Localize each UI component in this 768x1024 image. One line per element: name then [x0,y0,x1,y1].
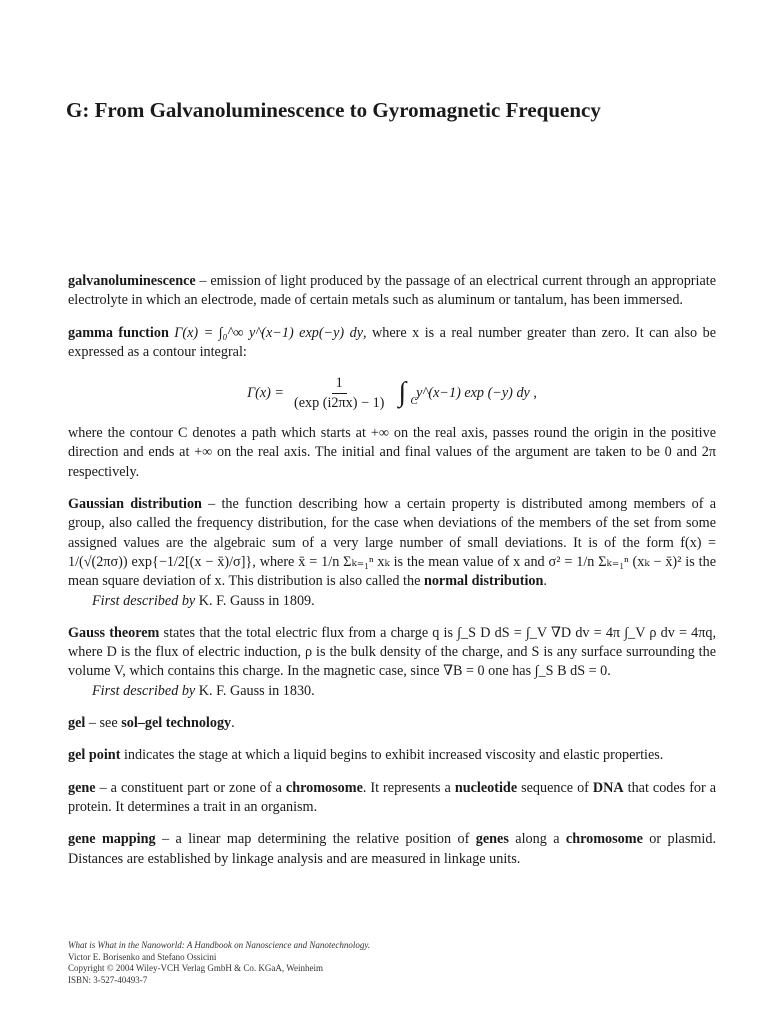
copyright-footer [68,940,568,986]
entry-definition: or plasmid. Distances are established by linkage analysis and are measured in linkage units. [68,831,716,867]
cross-reference-link[interactable]: normal distribution [423,573,544,590]
entry-galvanoluminescence [68,272,716,311]
entry-definition: that codes for a protein. It determines a trait in an organism. [68,779,717,815]
entry-definition: – see [85,715,122,732]
entry-term: gel [68,715,86,732]
cross-reference-link[interactable]: sol–gel technology [121,715,232,732]
entry-definition: . It represents a [362,779,455,796]
copyright-line: Copyright © 2004 Wiley-VCH Verlag GmbH & Co. KGaA, Weinheim [68,963,323,973]
entry-gel [68,714,716,733]
entry-definition: – the function describing how a certain property is distributed among members of a group, also called the frequency distribution, for the case when deviations of the members of the set from some assigned values are the algebraic sum of a very large number of small deviations. It is of the form f(x) = 1/(√(2πσ)) exp{−1/2[(x − x̄)/σ]}, where x̄ = 1/n Σₖ₌₁ⁿ xₖ is the mean value of x and σ² = 1/n Σₖ₌₁ⁿ (xₖ − x̄)² is the mean square deviation of x. This distribution is also called the [68,496,716,590]
fraction-denominator: (exp (i2πx) − 1) [294,394,385,411]
contour-integral-equation [68,371,716,415]
entry-gamma-function [68,324,716,482]
entry-definition: – a constituent part or zone of a [95,779,286,796]
entry-definition-end: . [543,573,547,590]
integral-subscript: C [410,395,418,408]
entry-term: gamma function [68,324,169,341]
book-authors: Victor E. Borisenko and Stefano Ossicini [68,951,217,962]
entry-term: Gauss theorem [68,624,160,641]
integral-sign-icon: ∫ C [398,379,406,407]
entry-definition: along a [508,831,566,848]
equation-fraction [290,375,388,412]
entry-gene-mapping [68,830,716,869]
entry-definition: , where x is a real number greater than zero. It can also be expressed as a contour integral: [68,324,717,360]
chapter-title: G: From Galvanoluminescence to Gyromagnetic Frequency [66,98,601,122]
cross-reference-link[interactable]: chromosome [285,779,363,796]
entry-gene [68,779,716,818]
isbn-line: ISBN: 3-527-40493-7 [68,974,148,985]
first-described-text: K. F. Gauss in 1809. [195,592,315,609]
entry-definition-continued: where the contour C denotes a path which starts at +∞ on the real axis, passes round the origin in the positive direction and ends at +∞ on the real axis. The initial and final values of the argument are taken to be 0 and 2π respectively. [68,425,716,480]
entry-definition: indicates the stage at which a liquid begins to exhibit increased viscosity and elastic properties. [120,747,664,764]
entry-gaussian-distribution [68,495,716,611]
first-described-text: K. F. Gauss in 1830. [195,682,315,699]
equation-rhs: y^(x−1) exp (−y) dy , [416,384,537,401]
entry-definition: – a linear map determining the relative position of [155,831,476,848]
entry-term: Gaussian distribution [68,496,202,513]
entry-term: galvanoluminescence [68,273,196,289]
entry-gauss-theorem [68,624,716,701]
entry-definition: sequence of [517,779,593,796]
book-title: What is What in the Nanoworld: A Handbook on Nanoscience and Nanotechnology. [68,940,371,950]
entry-term: gel point [68,747,121,764]
first-described-label: First described by [92,682,196,699]
entry-definition: – emission of light produced by the passage of an electrical current through an appropriate electrolyte in which an electrode, made of certain metals such as aluminum or tantalum, has been immersed. [68,273,716,309]
entry-definition: states that the total electric flux from a charge q is ∫_S D dS = ∫_V ∇D dv = 4π ∫_V ρ dv = 4πq, where D is the flux of electric induction, ρ is the bulk density of the charge, and S is any surface surrounding the volume V, which contains this charge. In the magnetic case, since ∇B = 0 one has ∫_S B dS = 0. [68,624,716,680]
entry-term: gene mapping [68,831,156,848]
cross-reference-link[interactable]: chromosome [565,831,643,848]
fraction-numerator: 1 [332,375,347,394]
cross-reference-link[interactable]: nucleotide [454,779,518,796]
entry-gel-point [68,746,716,765]
glossary-body [68,272,716,882]
cross-reference-link[interactable]: genes [475,831,509,848]
entry-definition-end: . [231,715,235,732]
equation-lhs: Γ(x) = [247,384,284,401]
entry-term: gene [68,779,96,796]
first-described-label: First described by [92,592,196,609]
cross-reference-link[interactable]: DNA [592,779,624,796]
gamma-formula: Γ(x) = ∫₀^∞ y^(x−1) exp(−y) dy [168,324,364,341]
